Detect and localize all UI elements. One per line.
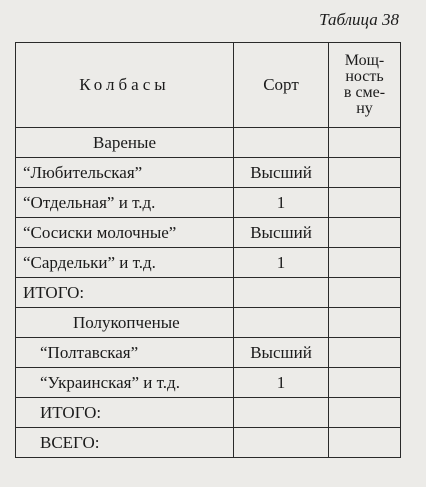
table-row-subtotal	[16, 278, 401, 308]
row-grade	[234, 428, 329, 458]
row-name: ИТОГО:	[16, 398, 234, 428]
table-row-grand-total	[16, 428, 401, 458]
row-power	[329, 128, 401, 158]
row-name: Полукопченые	[16, 308, 234, 338]
row-grade: Высший	[234, 218, 329, 248]
row-name: “Сосиски молочные”	[16, 218, 234, 248]
row-grade: 1	[234, 248, 329, 278]
table-header-row	[16, 43, 401, 128]
table-row-subtotal	[16, 398, 401, 428]
table-row	[16, 188, 401, 218]
row-name: Вареные	[16, 128, 234, 158]
row-name: “Полтавская”	[16, 338, 234, 368]
row-power	[329, 398, 401, 428]
header-grade: Сорт	[234, 43, 329, 128]
header-shift-capacity: Мощ- ность в сме- ну	[329, 43, 401, 128]
table-row	[16, 248, 401, 278]
sausage-table	[15, 42, 401, 458]
row-power	[329, 368, 401, 398]
table-row	[16, 338, 401, 368]
row-power	[329, 188, 401, 218]
table-row	[16, 368, 401, 398]
row-grade	[234, 128, 329, 158]
row-name: “Украинская” и т.д.	[16, 368, 234, 398]
row-name: “Любительская”	[16, 158, 234, 188]
row-name: “Отдельная” и т.д.	[16, 188, 234, 218]
row-power	[329, 248, 401, 278]
header-sausages: Колбасы	[16, 43, 234, 128]
row-power	[329, 158, 401, 188]
row-grade: Высший	[234, 158, 329, 188]
row-power	[329, 428, 401, 458]
table-caption: Таблица 38	[319, 10, 399, 29]
row-grade: 1	[234, 188, 329, 218]
row-grade: 1	[234, 368, 329, 398]
row-grade	[234, 308, 329, 338]
table-row	[16, 158, 401, 188]
row-name: ВСЕГО:	[16, 428, 234, 458]
row-power	[329, 338, 401, 368]
row-power	[329, 308, 401, 338]
row-grade	[234, 398, 329, 428]
row-grade	[234, 278, 329, 308]
table-row	[16, 218, 401, 248]
row-power	[329, 278, 401, 308]
table-row-group-boiled	[16, 128, 401, 158]
row-name: “Сардельки” и т.д.	[16, 248, 234, 278]
row-power	[329, 218, 401, 248]
row-grade: Высший	[234, 338, 329, 368]
table-row-group-semismoked	[16, 308, 401, 338]
row-name: ИТОГО:	[16, 278, 234, 308]
